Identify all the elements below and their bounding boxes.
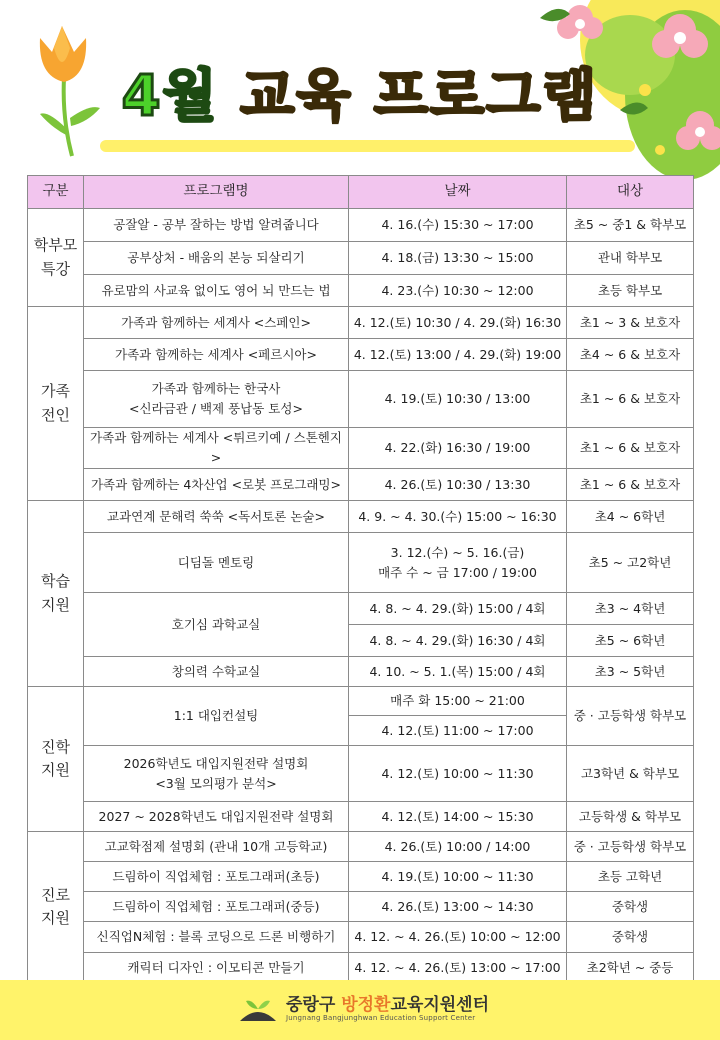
- program-date: 4. 12.(토) 11:00 ~ 17:00: [349, 716, 567, 746]
- header-target: 대상: [567, 176, 694, 209]
- program-date: 3. 12.(수) ~ 5. 16.(금) 매주 수 ~ 금 17:00 / 19:00: [349, 533, 567, 593]
- program-target: 초3 ~ 5학년: [567, 657, 694, 687]
- table-row: [28, 242, 694, 275]
- header-program: 프로그램명: [84, 176, 349, 209]
- program-name: 공잘알 - 공부 잘하는 방법 알려줍니다: [84, 209, 349, 242]
- program-name: 2027 ~ 2028학년도 대입지원전략 설명회: [84, 802, 349, 832]
- category-cell: 진학 지원: [28, 687, 84, 832]
- table-header-row: [28, 176, 694, 209]
- program-target: 초1 ~ 3 & 보호자: [567, 307, 694, 339]
- hill-sprout-icon: [238, 995, 278, 1023]
- program-date: 4. 12.(토) 14:00 ~ 15:30: [349, 802, 567, 832]
- program-date: 매주 화 15:00 ~ 21:00: [349, 687, 567, 716]
- program-date: 4. 26.(토) 13:00 ~ 14:30: [349, 892, 567, 922]
- table-row: [28, 275, 694, 307]
- program-target: 초등 고학년: [567, 862, 694, 892]
- program-target: 중 · 고등학생 학부모: [567, 832, 694, 862]
- program-date: 4. 16.(수) 15:30 ~ 17:00: [349, 209, 567, 242]
- program-date: 4. 26.(토) 10:00 / 14:00: [349, 832, 567, 862]
- program-date: 4. 9. ~ 4. 30.(수) 15:00 ~ 16:30: [349, 501, 567, 533]
- title-text: 교육 프로그램: [240, 64, 599, 129]
- program-name: 2026학년도 대입지원전략 설명회 <3월 모의평가 분석>: [84, 746, 349, 802]
- program-name: 신직업N체험 : 블록 코딩으로 드론 비행하기: [84, 922, 349, 953]
- program-name: 고교학점제 설명회 (관내 10개 고등학교): [84, 832, 349, 862]
- program-name: 드림하이 직업체험 : 포토그래퍼(초등): [84, 862, 349, 892]
- program-target: 초2학년 ~ 중등: [567, 953, 694, 983]
- title-month: 4월: [121, 64, 219, 129]
- program-date: 4. 12.(토) 10:00 ~ 11:30: [349, 746, 567, 802]
- program-target: 초4 ~ 6학년: [567, 501, 694, 533]
- category-cell: 학습 지원: [28, 501, 84, 687]
- program-target: 초1 ~ 6 & 보호자: [567, 428, 694, 469]
- table-row: [28, 687, 694, 716]
- program-name: 드림하이 직업체험 : 포토그래퍼(중등): [84, 892, 349, 922]
- org-name: 중랑구 방정환교육지원센터: [286, 994, 490, 1015]
- program-date: 4. 26.(토) 10:30 / 13:30: [349, 469, 567, 501]
- table-row: [28, 307, 694, 339]
- table-row: [28, 746, 694, 802]
- org-logo: [238, 995, 489, 1023]
- table-row: [28, 832, 694, 862]
- program-target: 고3학년 & 학부모: [567, 746, 694, 802]
- program-target: 초1 ~ 6 & 보호자: [567, 371, 694, 428]
- program-date: 4. 18.(금) 13:30 ~ 15:00: [349, 242, 567, 275]
- program-target: 초5 ~ 중1 & 학부모: [567, 209, 694, 242]
- program-date: 4. 8. ~ 4. 29.(화) 15:00 / 4회: [349, 593, 567, 625]
- category-cell: 가족 전인: [28, 307, 84, 501]
- program-name: 가족과 함께하는 세계사 <튀르키예 / 스톤헨지>: [84, 428, 349, 469]
- program-name: 교과연계 문해력 쑥쑥 <독서토론 논술>: [84, 501, 349, 533]
- table-row: [28, 657, 694, 687]
- program-name: 가족과 함께하는 4차산업 <로봇 프로그래밍>: [84, 469, 349, 501]
- category-cell: 학부모 특강: [28, 209, 84, 307]
- table-row: [28, 802, 694, 832]
- program-name: 디딤돌 멘토링: [84, 533, 349, 593]
- program-date: 4. 19.(토) 10:00 ~ 11:30: [349, 862, 567, 892]
- program-table: [27, 175, 694, 983]
- table-row: [28, 862, 694, 892]
- category-cell: 진로 지원: [28, 832, 84, 983]
- table-row: [28, 892, 694, 922]
- program-name: 유로맘의 사교육 없이도 영어 뇌 만드는 법: [84, 275, 349, 307]
- table-row: [28, 339, 694, 371]
- program-target: 초3 ~ 4학년: [567, 593, 694, 625]
- program-date: 4. 12. ~ 4. 26.(토) 10:00 ~ 12:00: [349, 922, 567, 953]
- program-date: 4. 12.(토) 13:00 / 4. 29.(화) 19:00: [349, 339, 567, 371]
- program-target: 고등학생 & 학부모: [567, 802, 694, 832]
- program-target: 중 · 고등학생 학부모: [567, 687, 694, 746]
- program-name: 공부상처 - 배움의 본능 되살리기: [84, 242, 349, 275]
- program-date: 4. 10. ~ 5. 1.(목) 15:00 / 4회: [349, 657, 567, 687]
- program-date: 4. 19.(토) 10:30 / 13:00: [349, 371, 567, 428]
- table-row: [28, 209, 694, 242]
- table-row: [28, 922, 694, 953]
- program-date: 4. 12.(토) 10:30 / 4. 29.(화) 16:30: [349, 307, 567, 339]
- program-target: 초1 ~ 6 & 보호자: [567, 469, 694, 501]
- header-category: 구분: [28, 176, 84, 209]
- table-row: [28, 469, 694, 501]
- program-date: 4. 22.(화) 16:30 / 19:00: [349, 428, 567, 469]
- program-name: 가족과 함께하는 세계사 <스페인>: [84, 307, 349, 339]
- program-target: 중학생: [567, 892, 694, 922]
- program-target: 초5 ~ 고2학년: [567, 533, 694, 593]
- program-target: 중학생: [567, 922, 694, 953]
- org-english-name: Jungnang Bangjunghwan Education Support Center: [286, 1014, 476, 1023]
- program-target: 초등 학부모: [567, 275, 694, 307]
- table-row: [28, 953, 694, 983]
- program-target: 초4 ~ 6 & 보호자: [567, 339, 694, 371]
- program-target: 관내 학부모: [567, 242, 694, 275]
- program-name: 호기심 과학교실: [84, 593, 349, 657]
- header-date: 날짜: [349, 176, 567, 209]
- table-row: [28, 533, 694, 593]
- page-title: [0, 52, 720, 132]
- program-name: 가족과 함께하는 세계사 <페르시아>: [84, 339, 349, 371]
- table-row: [28, 371, 694, 428]
- program-name: 창의력 수학교실: [84, 657, 349, 687]
- program-name: 가족과 함께하는 한국사 <신라금관 / 백제 풍납동 토성>: [84, 371, 349, 428]
- program-date: 4. 8. ~ 4. 29.(화) 16:30 / 4회: [349, 625, 567, 657]
- table-row: [28, 428, 694, 469]
- title-underline: [100, 140, 635, 152]
- table-row: [28, 501, 694, 533]
- program-name: 1:1 대입컨설팅: [84, 687, 349, 746]
- program-target: 초5 ~ 6학년: [567, 625, 694, 657]
- program-date: 4. 23.(수) 10:30 ~ 12:00: [349, 275, 567, 307]
- program-name: 캐릭터 디자인 : 이모티콘 만들기: [84, 953, 349, 983]
- table-row: [28, 593, 694, 625]
- program-date: 4. 12. ~ 4. 26.(토) 13:00 ~ 17:00: [349, 953, 567, 983]
